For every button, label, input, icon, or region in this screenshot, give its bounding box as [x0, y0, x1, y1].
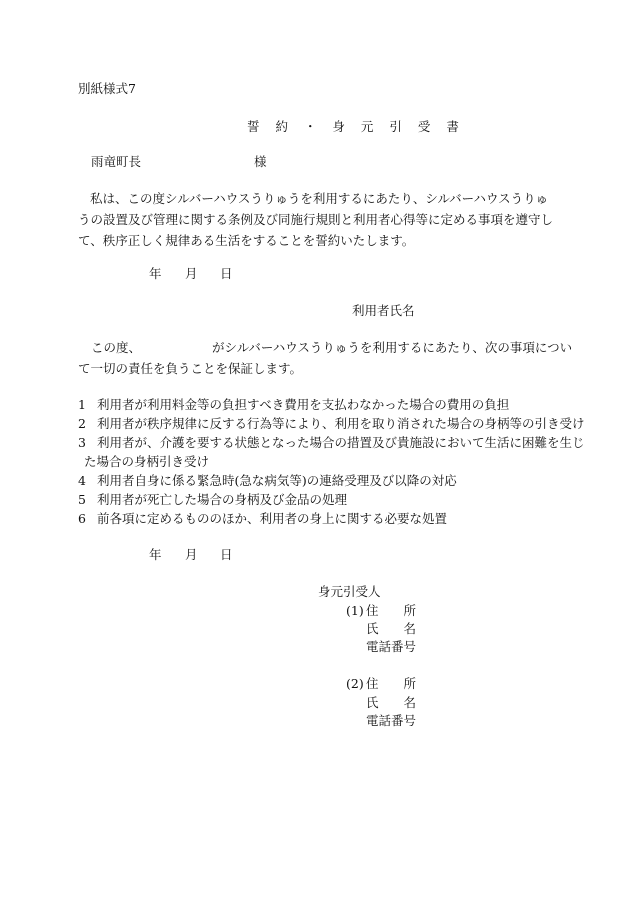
list-item-number: 1 — [78, 397, 86, 412]
guarantor-number: (2) — [346, 676, 364, 691]
list-item: 利用者が死亡した場合の身柄及び金品の処理 — [97, 492, 348, 507]
guarantor-name-label: 氏 名 — [366, 621, 417, 636]
date-month-label: 月 — [185, 266, 198, 281]
list-item: 利用者が、介護を要する状態となった場合の措置及び貴施設において生活に困難を生じ — [97, 435, 585, 450]
list-item: 利用者が利用料金等の負担すべき費用を支払わなかった場合の費用の負担 — [97, 397, 510, 412]
date-year-label: 年 — [149, 547, 162, 562]
guarantor-number: (1) — [346, 603, 364, 618]
list-item-number: 3 — [78, 435, 86, 450]
guarantor-address-label: 住 所 — [366, 603, 417, 618]
list-item-number: 4 — [78, 473, 86, 488]
list-item-continuation: た場合の身柄引き受け — [84, 454, 210, 469]
guarantor-address-label: 住 所 — [366, 676, 417, 691]
date-day-label: 日 — [220, 547, 233, 562]
addressee-name: 雨竜町長 — [91, 154, 142, 169]
guarantor-phone-label: 電話番号 — [366, 713, 417, 728]
pledge-paragraph: 私は、この度シルバーハウスうりゅうを利用するにあたり、シルバーハウスうりゅうの設置及び管理に関する条例及び同施行規則と利用者心得等に定める事項を遵守して、秩序正しく規律ある生活をすることを誓約いたします。 — [78, 191, 554, 248]
user-name-label: 利用者氏名 — [352, 303, 415, 318]
list-item-number: 5 — [78, 492, 86, 507]
guarantor-name-label: 氏 名 — [366, 695, 417, 710]
list-item: 利用者が秩序規律に反する行為等により、利用を取り消された場合の身柄等の引き受け — [97, 416, 585, 431]
guarantee-intro-line1: がシルバーハウスうりゅうを利用するにあたり、次の事項につい — [212, 340, 573, 355]
guarantor-phone-label: 電話番号 — [366, 639, 417, 654]
guarantee-intro-prefix: この度、 — [91, 340, 142, 355]
form-label: 別紙様式7 — [78, 81, 136, 96]
list-item-number: 6 — [78, 511, 86, 526]
addressee-honorific: 様 — [254, 154, 267, 169]
page-title: 誓 約 ・ 身 元 引 受 書 — [247, 119, 465, 134]
date-month-label: 月 — [185, 547, 198, 562]
date-year-label: 年 — [149, 266, 162, 281]
guarantor-heading: 身元引受人 — [318, 584, 381, 599]
date-day-label: 日 — [220, 266, 233, 281]
list-item: 利用者自身に係る緊急時(急な病気等)の連絡受理及び以降の対応 — [97, 473, 457, 488]
list-item: 前各項に定めるもののほか、利用者の身上に関する必要な処置 — [97, 511, 448, 526]
guarantee-intro-line2: て一切の責任を負うことを保証します。 — [78, 361, 303, 376]
list-item-number: 2 — [78, 416, 86, 431]
